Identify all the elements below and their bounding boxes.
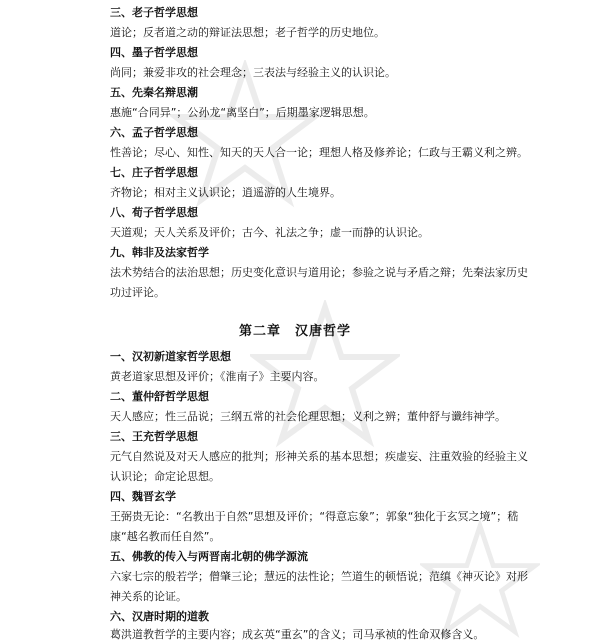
section-body: 六家七宗的般若学；僧肇三论；慧远的法性论；竺道生的顿悟说；范缜《神灭论》对形 — [110, 570, 528, 583]
section-heading: 八、荀子哲学思想 — [110, 206, 198, 219]
section-body: 功过评论。 — [110, 286, 165, 299]
section-heading: 七、庄子哲学思想 — [110, 166, 198, 179]
section-body: 认识论；命定论思想。 — [110, 470, 220, 483]
section-heading: 六、孟子哲学思想 — [110, 126, 198, 139]
section-body: 惠施“合同异”；公孙龙“离坚白”；后期墨家逻辑思想。 — [110, 106, 375, 119]
chapter-title: 第二章 汉唐哲学 — [238, 324, 351, 339]
section-body: 黄老道家思想及评价；《淮南子》主要内容。 — [110, 370, 325, 383]
section-body: 康“越名教而任自然”。 — [110, 530, 221, 543]
section-body: 王弼贵无论：“名教出于自然”思想及评价；“得意忘象”；郭象“独化于玄冥之境”；嵇 — [110, 510, 519, 523]
section-body: 葛洪道教哲学的主要内容；成玄英“重玄”的含义；司马承祯的性命双修含义。 — [110, 628, 485, 641]
section-heading: 一、汉初新道家哲学思想 — [110, 350, 231, 363]
section-body: 尚同；兼爱非攻的社会理念；三表法与经验主义的认识论。 — [110, 66, 396, 79]
section-body: 齐物论；相对主义认识论；逍遥游的人生境界。 — [110, 186, 341, 199]
section-heading: 三、老子哲学思想 — [110, 6, 198, 19]
section-body: 法术势结合的法治思想；历史变化意识与道用论；参验之说与矛盾之辩；先秦法家历史 — [110, 266, 528, 279]
section-body: 天道观；天人关系及评价；古今、礼法之争；虚一而静的认识论。 — [110, 226, 429, 239]
section-heading: 四、墨子哲学思想 — [110, 46, 198, 59]
section-body: 道论；反者道之动的辩证法思想；老子哲学的历史地位。 — [110, 26, 385, 39]
section-body: 性善论；尽心、知性、知天的天人合一论；理想人格及修养论；仁政与王霸义利之辨。 — [110, 146, 528, 159]
section-heading: 六、汉唐时期的道教 — [110, 610, 209, 623]
section-heading: 五、先秦名辩思潮 — [110, 86, 198, 99]
section-body: 天人感应；性三品说；三纲五常的社会伦理思想；义利之辨；董仲舒与谶纬神学。 — [110, 410, 506, 423]
section-heading: 二、董仲舒哲学思想 — [110, 390, 209, 403]
section-body: 神关系的论证。 — [110, 590, 187, 603]
section-body: 元气自然说及对天人感应的批判；形神关系的基本思想；疾虚妄、注重效验的经验主义 — [110, 450, 528, 463]
section-heading: 五、佛教的传入与两晋南北朝的佛学源流 — [110, 550, 308, 563]
section-heading: 四、魏晋玄学 — [110, 490, 176, 503]
section-heading: 九、韩非及法家哲学 — [110, 246, 209, 259]
section-heading: 三、王充哲学思想 — [110, 430, 198, 443]
